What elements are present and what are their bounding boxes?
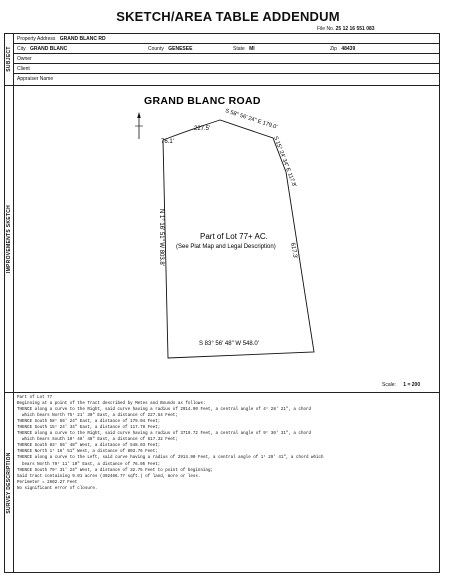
file-number (317, 26, 375, 32)
survey-line: THENCE along a curve to the Right, said curve having a radius of 2914.90 Feet, a central angle of 4° 28' 21", a chord (17, 408, 312, 413)
state-field (233, 46, 255, 52)
subject-sidebar (4, 33, 14, 85)
survey-line: THENCE South 79° 31' 24" West, a distance of 32.75 Feet to point of beginning; (17, 468, 214, 473)
file-number-label: File No. (317, 26, 335, 32)
state-label: State (233, 46, 245, 52)
survey-line: Part of Lot 77 (17, 396, 53, 400)
state-value: MI (249, 46, 255, 52)
scale-indicator (382, 382, 420, 388)
county-value: GENESEE (168, 46, 193, 52)
divider (14, 73, 440, 74)
zip-value: 48439 (341, 46, 356, 52)
section-divider (4, 392, 440, 393)
survey-line: which bears South 10° 48' 48" East, a distance of 617.32 Feet; (17, 438, 178, 443)
survey-line: Perimeter = 2602.27 Feet (17, 480, 78, 485)
divider (14, 43, 440, 44)
survey-description (17, 395, 324, 492)
dim-south: S 83° 56' 48" W 548.0' (199, 341, 259, 347)
property-address-value: GRAND BLANC RD (59, 36, 106, 42)
dim-east-lower: 617.3' (289, 242, 298, 260)
dim-nw-short: 76.1' (161, 139, 174, 145)
zip-field (330, 46, 355, 52)
property-address-field (17, 36, 106, 42)
dim-top-west: 227.5' (194, 126, 211, 132)
divider (14, 53, 440, 54)
county-label: County (148, 46, 164, 52)
client-label: Client (17, 66, 30, 72)
lot-title: Part of Lot 77+ AC. (200, 232, 268, 241)
divider (14, 63, 440, 64)
sketch-sidebar (4, 85, 14, 392)
city-field (17, 46, 67, 52)
north-arrow-icon (135, 112, 143, 139)
page-title: SKETCH/AREA TABLE ADDENDUM (116, 9, 340, 24)
sketch-section-label: IMPROVEMENTS SKETCH (5, 204, 12, 273)
survey-line: Said tract containing 9.01 acres (392466.77 sqft.) of land, more or less. (17, 474, 201, 479)
city-label: City (17, 46, 26, 52)
dim-east-upper: S 15° 24' 34" E 117.8' (272, 135, 298, 188)
survey-line: THENCE South 15° 24' 34" East, a distance of 117.78 Feet; (17, 426, 161, 431)
road-label: GRAND BLANC ROAD (144, 95, 261, 107)
survey-line: THENCE South 58° 56' 24" East, a distance of 179.04 Feet; (17, 420, 161, 425)
property-address-label: Property Address (17, 36, 56, 42)
survey-line: which bears North 75° 21' 30" East, a distance of 227.54 Feet; (17, 414, 178, 419)
survey-line: No significant error of closure. (17, 486, 98, 491)
dim-top-east: S 58° 56' 24" E 179.0' (224, 108, 278, 131)
owner-label: Owner (17, 56, 32, 62)
scale-value: 1 = 200 (403, 382, 421, 388)
survey-section-label: SURVEY DESCRIPTION (5, 451, 12, 514)
file-number-value: 25 12 16 551 083 (335, 26, 375, 32)
survey-line: THENCE along a curve to the Left, said curve having a radius of 2914.90 Feet, a central angle of 1° 29' 41", a chord which (17, 456, 324, 461)
city-value: GRAND BLANC (30, 46, 68, 52)
scale-label: Scale: (382, 382, 396, 388)
county-field (148, 46, 192, 52)
survey-sidebar (4, 392, 14, 573)
appraiser-name-label: Appraiser Name (17, 76, 54, 82)
survey-line: Beginning at a point of the Tract described by Metes and Bounds as follows: (17, 402, 206, 407)
subject-section-label: SUBJECT (5, 46, 12, 72)
sketch-drawing (14, 81, 440, 391)
survey-line: THENCE South 83° 56' 48" West, a distance of 548.03 Feet; (17, 444, 161, 449)
zip-label: Zip (330, 46, 337, 52)
plat-sketch (14, 81, 440, 391)
lot-note: (See Plat Map and Legal Description) (176, 244, 276, 250)
survey-line: THENCE North 1° 16' 51" West, a distance of 803.76 Feet; (17, 450, 158, 455)
survey-line: bears North 79° 11' 10" East, a distance of 76.05 Feet; (17, 462, 161, 467)
survey-line: THENCE along a curve to the Right, said curve having a radius of 3719.72 Feet, a central angle of 9° 30' 31", a chord (17, 432, 312, 437)
dim-west: N 1° 16' 51" W 803.8' (158, 209, 164, 266)
